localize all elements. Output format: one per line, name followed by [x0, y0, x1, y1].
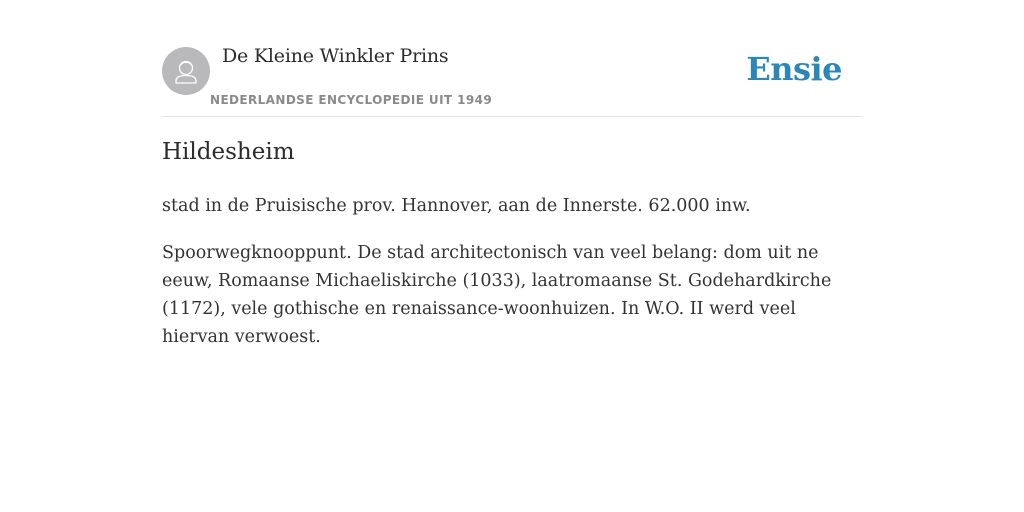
source-title[interactable]: De Kleine Winkler Prins: [222, 45, 449, 67]
brand-logo[interactable]: Ensie: [746, 50, 842, 88]
entry-paragraph: stad in de Pruisische prov. Hannover, aan de Innerste. 62.000 inw.: [162, 196, 751, 216]
entry-paragraph: Spoorwegknooppunt. De stad architectonisch van veel belang: dom uit ne eeuw, Romaanse Michaeliskirche (1033), laatromaanse St. Godehardkirche (1172), vele gothische en renaissance-woonhuizen. In W.O. II werd veel hiervan verwoest.: [162, 243, 832, 347]
source-header: [162, 0, 862, 117]
source-subtitle: NEDERLANDSE ENCYCLOPEDIE UIT 1949: [210, 93, 493, 107]
avatar[interactable]: [162, 47, 210, 95]
entry-title: Hildesheim: [162, 139, 295, 165]
user-icon: [162, 47, 210, 95]
